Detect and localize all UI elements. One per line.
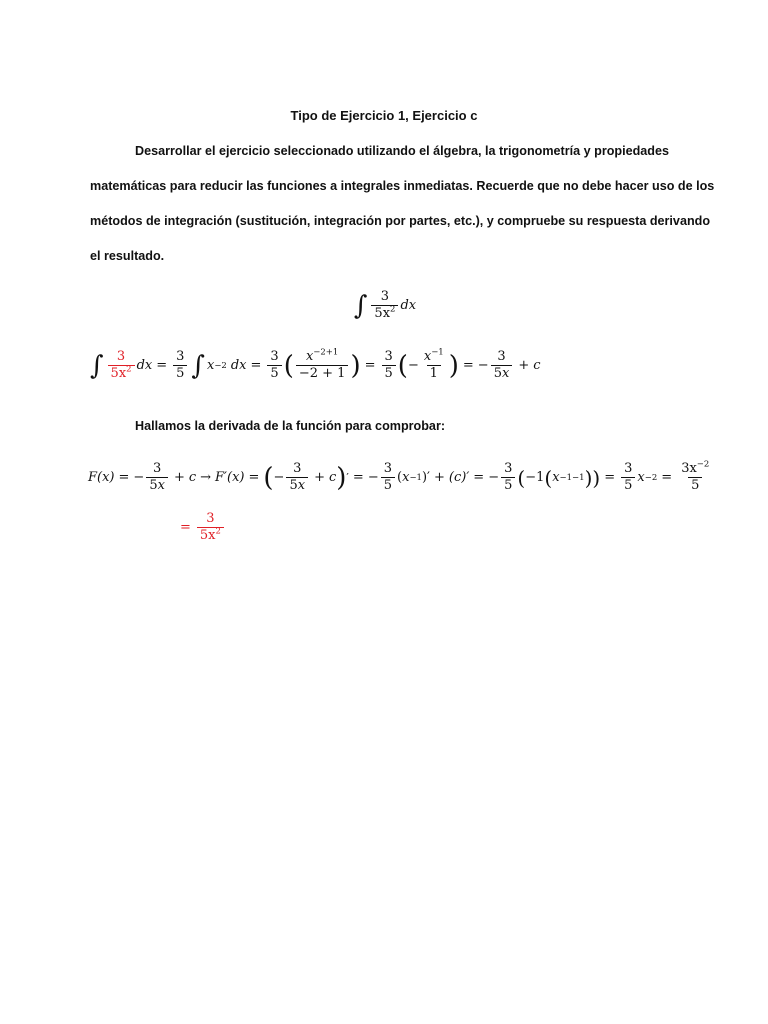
- instructions-line-3: métodos de integración (sustitución, integración por partes, etc.), y compruebe su respuesta derivando: [90, 214, 711, 228]
- instructions-line-4: el resultado.: [90, 249, 165, 263]
- final-result: = $\frac{3}{5x^2}$: [176, 512, 226, 544]
- integral-solution: ∫ $\frac{3}{5x^2}$ dx = $\frac{3}{5}$ ∫ x −2 dx = $\frac{3}{5}$ ( $\frac{x^{-2+1}}{-2 + 1}$ ) = $\frac{3}{5}$ ( − $\frac{x^{-1}}{1}$ ) = − $\frac{3}{5x}$ + c: [90, 347, 541, 382]
- instructions-text-1: Desarrollar el ejercicio seleccionado utilizando el álgebra, la trigonometría y propiedades: [135, 144, 670, 158]
- integral-statement: ∫ $\frac{3}{5x^2}$ dx: [353, 289, 417, 322]
- check-instruction: Hallamos la derivada de la función para comprobar:: [135, 419, 446, 433]
- integral-sign: ∫: [353, 290, 368, 321]
- derivative-check: F(x) = − $\frac{3}{5x}$ + c → F′(x) = ( − $\frac{3}{5x}$ + c ) ′ = − $\frac{3}{5}$ ( x −1 ) ′ + (c)′ = − $\frac{3}{5}$ ( −1 ( x −1−1 ) ) = $\frac{3}{5}$ x −2 = $\frac{3x^{-2}}{5}$: [88, 459, 710, 494]
- instructions-line-1: [90, 134, 680, 169]
- integrand-fraction: $\frac{3}{5x^2}$: [371, 290, 398, 322]
- exercise-title: Tipo de Ejercicio 1, Ejercicio c: [290, 108, 478, 123]
- instructions-line-2: matemáticas para reducir las funciones a integrales inmediatas. Recuerde que no debe hacer uso de los: [90, 179, 715, 193]
- highlighted-integrand: $\frac{3}{5x^2}$: [108, 350, 135, 382]
